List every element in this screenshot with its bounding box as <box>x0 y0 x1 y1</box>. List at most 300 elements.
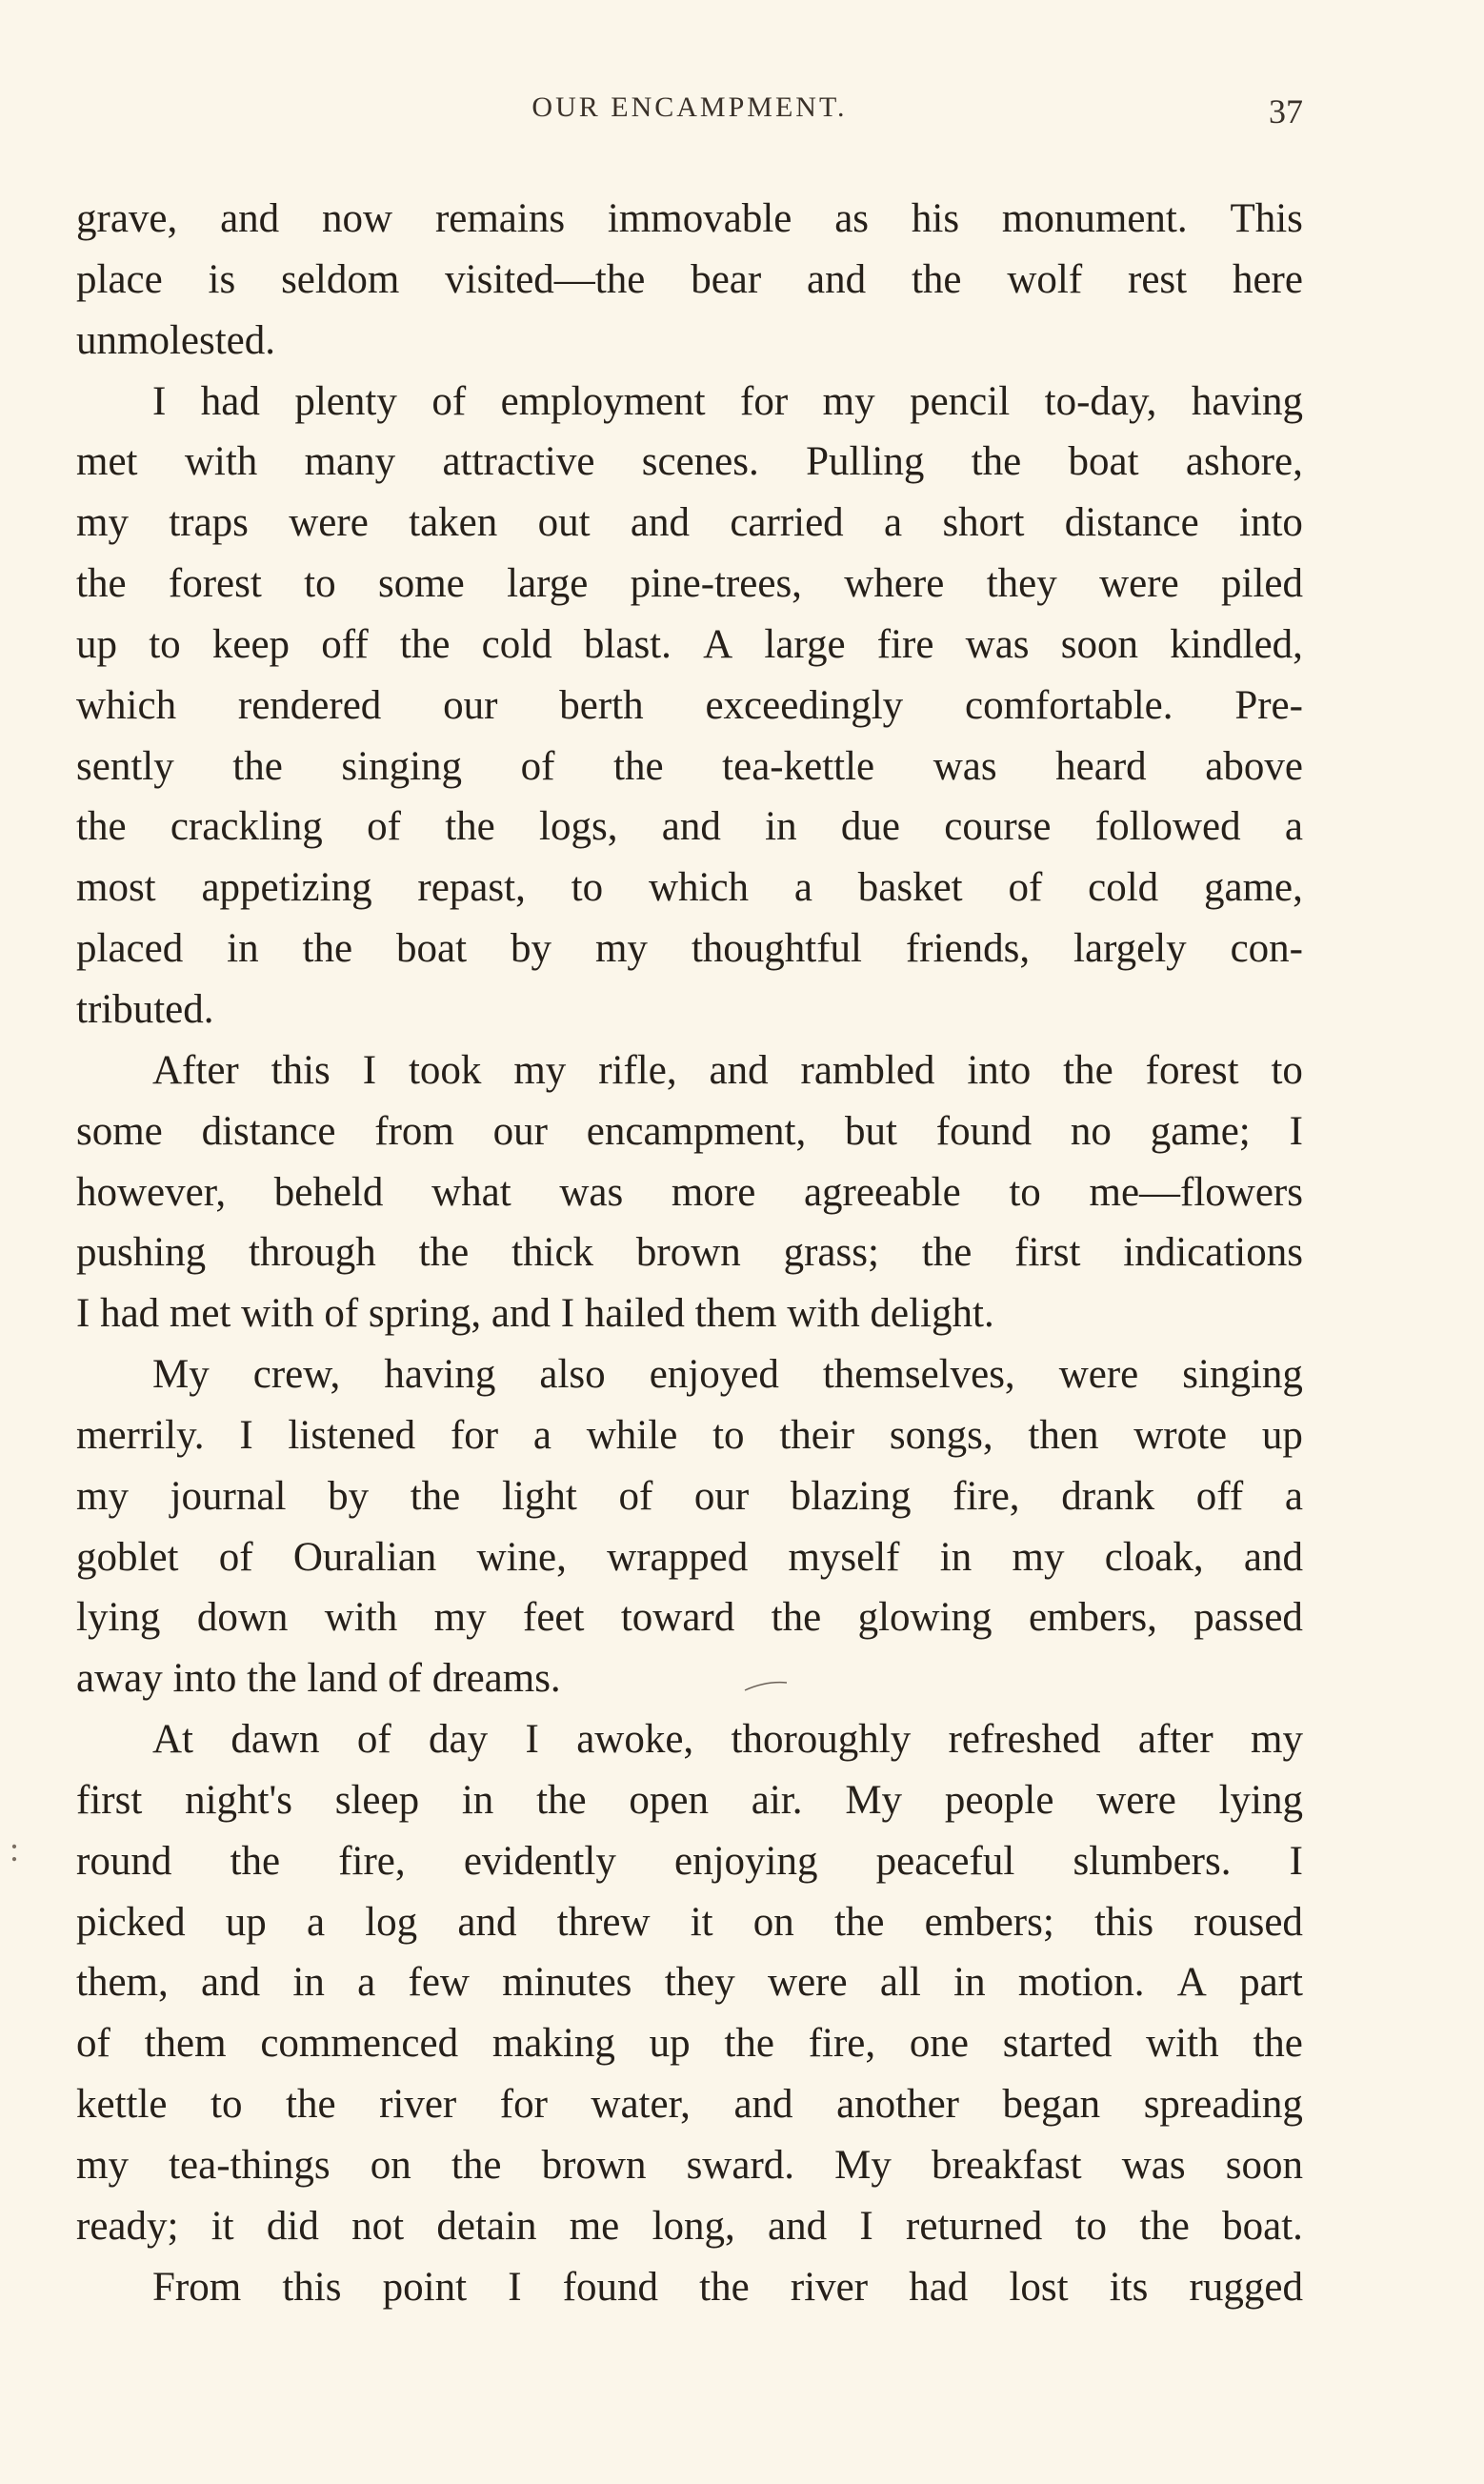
word: the <box>76 561 127 607</box>
word: grass; <box>783 1230 879 1276</box>
word: the <box>1253 2021 1303 2067</box>
text-line <box>76 1952 1303 2013</box>
word: fire, <box>338 1838 406 1884</box>
text-line <box>76 493 1303 554</box>
word: the <box>921 1230 973 1276</box>
word: enjoyed <box>649 1352 779 1398</box>
word: the <box>613 743 664 789</box>
word: comfortable. <box>965 682 1173 728</box>
word: my <box>594 926 648 972</box>
word: the <box>451 2143 502 2188</box>
word: of <box>356 1717 391 1763</box>
word: heard <box>1055 743 1147 789</box>
word: I <box>1289 1108 1303 1154</box>
text-line <box>76 919 1303 979</box>
word: the <box>232 743 283 789</box>
word: however, <box>76 1169 227 1215</box>
word: and <box>630 500 690 546</box>
word: immovable <box>607 196 792 241</box>
word: cold <box>481 621 552 667</box>
word: in <box>765 804 797 850</box>
word: kettle <box>76 2082 168 2128</box>
word: boat <box>396 926 468 972</box>
word: keep <box>211 621 291 667</box>
word: pushing <box>76 1230 207 1276</box>
word: of <box>618 1473 653 1519</box>
word: distance <box>1064 500 1199 546</box>
word: found <box>562 2264 659 2310</box>
text-line <box>76 1222 1303 1283</box>
word: I <box>152 378 167 424</box>
word: place <box>76 256 163 302</box>
word: course <box>944 804 1052 850</box>
word: one <box>909 2021 969 2067</box>
word: the <box>1063 1047 1113 1093</box>
word: roused <box>1193 1899 1303 1945</box>
word: basket <box>857 865 963 911</box>
word: passed <box>1193 1595 1303 1641</box>
word: my <box>76 1473 129 1519</box>
word: glowing <box>857 1595 993 1641</box>
word: the <box>536 1777 587 1823</box>
word: wrapped <box>607 1534 749 1580</box>
word: point <box>382 2264 468 2310</box>
word: another <box>836 2082 959 2128</box>
line-text: tributed. <box>76 986 214 1032</box>
word: in <box>939 1534 973 1580</box>
word: to <box>1074 2203 1108 2249</box>
word: employment <box>500 378 706 424</box>
word: scenes. <box>641 439 759 485</box>
text-line <box>76 858 1303 919</box>
word: I <box>525 1717 539 1763</box>
word: After <box>152 1047 239 1093</box>
word: and <box>733 2082 793 2128</box>
word: day <box>429 1717 489 1763</box>
word: their <box>779 1412 855 1458</box>
word: by <box>511 926 551 972</box>
word: was <box>559 1169 624 1215</box>
word: the <box>399 621 451 667</box>
word: his <box>911 196 960 241</box>
word: while <box>586 1412 678 1458</box>
text-line <box>76 1770 1303 1831</box>
word: indications <box>1123 1230 1303 1276</box>
word: here <box>1232 256 1303 302</box>
word: this <box>1093 1899 1154 1945</box>
word: returned <box>906 2203 1043 2249</box>
word: wine, <box>476 1534 567 1580</box>
word: and <box>220 196 280 241</box>
word: embers; <box>924 1899 1054 1945</box>
word: as <box>834 196 870 241</box>
word: with <box>184 439 258 485</box>
word: a <box>532 1412 551 1458</box>
word: log <box>365 1899 418 1945</box>
word: them, <box>76 1960 169 2006</box>
word: rugged <box>1189 2264 1303 2310</box>
word: My <box>152 1352 210 1398</box>
word: my <box>76 500 129 546</box>
text-line <box>76 2257 1303 2318</box>
word: thick <box>511 1230 594 1276</box>
word: Pre- <box>1234 682 1303 728</box>
text-line <box>76 189 1303 250</box>
text-line <box>76 311 1303 372</box>
word: was <box>933 743 997 789</box>
word: taken <box>409 500 498 546</box>
word: brown <box>541 2143 647 2188</box>
text-line <box>76 797 1303 858</box>
margin-mark: : <box>10 1830 20 1868</box>
word: lying <box>76 1595 161 1641</box>
word: forest <box>1145 1047 1239 1093</box>
word: placed <box>76 926 184 972</box>
word: all <box>879 1960 921 2006</box>
text-line <box>76 2013 1303 2074</box>
word: seldom <box>281 256 400 302</box>
line-text: away into the land of dreams. <box>76 1656 561 1702</box>
word: tea-kettle <box>722 743 875 789</box>
word: my <box>1251 1717 1303 1763</box>
word: in <box>953 1960 986 2006</box>
word: a <box>884 500 903 546</box>
word: singing <box>341 743 463 789</box>
word: thoughtful <box>691 926 862 972</box>
word: took <box>408 1047 482 1093</box>
word: carried <box>730 500 844 546</box>
word: in <box>292 1960 325 2006</box>
word: a <box>1284 1473 1303 1519</box>
word: on <box>370 2143 411 2188</box>
word: it <box>690 1899 713 1945</box>
word: repast, <box>417 865 526 911</box>
page-number: 37 <box>1269 92 1303 131</box>
word: I <box>859 2203 873 2249</box>
word: to <box>1271 1047 1303 1093</box>
word: merrily. <box>76 1412 205 1458</box>
word: sleep <box>334 1777 420 1823</box>
word: air. <box>751 1777 803 1823</box>
word: brown <box>635 1230 741 1276</box>
word: people <box>944 1777 1054 1823</box>
word: some <box>76 1108 163 1154</box>
word: picked <box>76 1899 186 1945</box>
text-line <box>76 1040 1303 1101</box>
word: singing <box>1182 1352 1303 1398</box>
word: grave, <box>76 196 178 241</box>
text-line <box>76 979 1303 1040</box>
word: by <box>328 1473 370 1519</box>
word: open <box>629 1777 710 1823</box>
word: ready; <box>76 2203 179 2249</box>
word: the <box>286 2082 336 2128</box>
text-line <box>76 1101 1303 1162</box>
word: motion. <box>1017 1960 1145 2006</box>
word: plenty <box>294 378 397 424</box>
word: songs, <box>889 1412 993 1458</box>
word: out <box>537 500 591 546</box>
word: most <box>76 865 156 911</box>
text-line <box>76 1405 1303 1466</box>
text-line <box>76 615 1303 676</box>
word: slumbers. <box>1073 1838 1232 1884</box>
word: From <box>152 2264 242 2310</box>
word: not <box>351 2203 405 2249</box>
pencil-mark <box>743 1677 789 1696</box>
word: fire <box>876 621 934 667</box>
word: also <box>539 1352 606 1398</box>
word: a <box>306 1899 326 1945</box>
word: in <box>227 926 259 972</box>
word: off <box>321 621 369 667</box>
word: goblet <box>76 1534 179 1580</box>
word: up <box>76 621 117 667</box>
word: cold <box>1088 865 1159 911</box>
word: and <box>1243 1534 1303 1580</box>
text-line <box>76 1527 1303 1588</box>
text-line <box>76 432 1303 493</box>
word: and <box>457 1899 517 1945</box>
word: the <box>418 1230 470 1276</box>
word: game, <box>1204 865 1303 911</box>
word: logs, <box>539 804 618 850</box>
word: commenced <box>260 2021 459 2067</box>
word: with <box>1146 2021 1219 2067</box>
word: to <box>304 561 336 607</box>
word: boat <box>1068 439 1139 485</box>
word: of <box>367 804 401 850</box>
word: Ouralian <box>292 1534 437 1580</box>
text-line <box>76 1283 1303 1344</box>
word: they <box>986 561 1057 607</box>
word: the <box>1139 2203 1190 2249</box>
word: this <box>282 2264 342 2310</box>
word: my <box>1012 1534 1065 1580</box>
word: and <box>201 1960 261 2006</box>
word: myself <box>788 1534 900 1580</box>
word: the <box>230 1838 281 1884</box>
word: pine-trees, <box>630 561 802 607</box>
word: breakfast <box>932 2143 1082 2188</box>
word: was <box>1121 2143 1186 2188</box>
word: encampment, <box>586 1108 807 1154</box>
word: my <box>76 2143 129 2188</box>
word: our <box>693 1473 750 1519</box>
word: having <box>384 1352 496 1398</box>
word: lost <box>1009 2264 1069 2310</box>
word: night's <box>185 1777 292 1823</box>
word: rambled <box>800 1047 935 1093</box>
word: the <box>771 1595 822 1641</box>
word: piled <box>1221 561 1303 607</box>
word: I <box>362 1047 377 1093</box>
word: which <box>76 682 177 728</box>
word: My <box>845 1777 903 1823</box>
word: fire, <box>953 1473 1020 1519</box>
word: a <box>793 865 812 911</box>
word: my <box>513 1047 567 1093</box>
word: my <box>822 378 875 424</box>
word: soon <box>1225 2143 1303 2188</box>
word: light <box>501 1473 577 1519</box>
text-line <box>76 1344 1303 1405</box>
word: berth <box>559 682 644 728</box>
word: had <box>200 378 260 424</box>
text-line <box>76 1162 1303 1223</box>
word: toward <box>620 1595 735 1641</box>
word: crackling <box>170 804 323 850</box>
word: due <box>840 804 900 850</box>
word: our <box>443 682 498 728</box>
word: agreeable <box>803 1169 961 1215</box>
word: began <box>1002 2082 1101 2128</box>
word: threw <box>556 1899 651 1945</box>
word: up <box>1261 1412 1303 1458</box>
word: found <box>935 1108 1033 1154</box>
word: feet <box>523 1595 585 1641</box>
word: them <box>144 2021 227 2067</box>
word: into <box>1239 500 1303 546</box>
word: the <box>302 926 353 972</box>
word: river <box>379 2082 457 2128</box>
word: more <box>671 1169 756 1215</box>
word: river <box>790 2264 869 2310</box>
word: I <box>1289 1838 1303 1884</box>
word: the <box>76 804 127 850</box>
word: pencil <box>910 378 1011 424</box>
word: wolf <box>1007 256 1083 302</box>
word: awoke, <box>576 1717 694 1763</box>
word: long, <box>652 2203 735 2249</box>
word: off <box>1195 1473 1244 1519</box>
word: largely <box>1073 926 1187 972</box>
text-line <box>76 250 1303 311</box>
word: monument. <box>1001 196 1188 241</box>
word: crew, <box>252 1352 341 1398</box>
word: with <box>324 1595 398 1641</box>
text-line <box>76 2074 1303 2135</box>
running-head-title: OUR ENCAMPMENT. <box>531 91 848 123</box>
word: visited—the <box>445 256 646 302</box>
word: of <box>76 2021 110 2067</box>
word: of <box>431 378 467 424</box>
word: were <box>768 1960 848 2006</box>
word: blast. <box>583 621 672 667</box>
word: ashore, <box>1185 439 1303 485</box>
running-head <box>76 91 1303 139</box>
word: now <box>322 196 393 241</box>
body-text <box>76 189 1303 2318</box>
text-line <box>76 1892 1303 1953</box>
word: the <box>699 2264 750 2310</box>
word: part <box>1239 1960 1303 2006</box>
word: had <box>909 2264 969 2310</box>
word: large <box>507 561 589 607</box>
word: traps <box>169 500 249 546</box>
word: me—flowers <box>1089 1169 1303 1215</box>
word: sently <box>76 743 174 789</box>
word: water, <box>591 2082 691 2128</box>
word: to <box>571 865 604 911</box>
word: appetizing <box>201 865 372 911</box>
word: short <box>942 500 1025 546</box>
word: dawn <box>231 1717 320 1763</box>
word: My <box>834 2143 892 2188</box>
word: me <box>569 2203 620 2249</box>
text-line <box>76 554 1303 615</box>
word: embers, <box>1028 1595 1157 1641</box>
word: wrote <box>1133 1412 1228 1458</box>
word: large <box>764 621 846 667</box>
word: but <box>845 1108 897 1154</box>
word: did <box>266 2203 319 2249</box>
word: Pulling <box>806 439 925 485</box>
word: many <box>304 439 396 485</box>
word: in <box>461 1777 494 1823</box>
text-line <box>76 1466 1303 1527</box>
word: of <box>1008 865 1043 911</box>
word: to <box>149 621 181 667</box>
line-text: I had met with of spring, and I hailed them with delight. <box>76 1291 994 1337</box>
text-line <box>76 2135 1303 2196</box>
word: the <box>833 1899 885 1945</box>
word: and <box>807 256 867 302</box>
word: and <box>768 2203 828 2249</box>
word: listened <box>288 1412 416 1458</box>
word: A <box>703 621 733 667</box>
word: round <box>76 1838 172 1884</box>
word: a <box>357 1960 376 2006</box>
word: remains <box>434 196 566 241</box>
word: boat. <box>1222 2203 1303 2249</box>
word: soon <box>1060 621 1138 667</box>
word: blazing <box>790 1473 912 1519</box>
word: peaceful <box>875 1838 1015 1884</box>
word: to-day, <box>1044 378 1157 424</box>
word: no <box>1070 1108 1112 1154</box>
word: exceedingly <box>705 682 904 728</box>
word: drank <box>1061 1473 1155 1519</box>
text-line <box>76 1709 1303 1770</box>
word: first <box>1014 1230 1081 1276</box>
word: was <box>965 621 1030 667</box>
word: A <box>1176 1960 1207 2006</box>
word: beheld <box>273 1169 384 1215</box>
word: into <box>967 1047 1032 1093</box>
word: were <box>1099 561 1179 607</box>
text-line <box>76 676 1303 737</box>
word: from <box>374 1108 454 1154</box>
word: the <box>410 1473 461 1519</box>
word: lying <box>1218 1777 1303 1823</box>
word: detain <box>436 2203 537 2249</box>
word: game; <box>1150 1108 1251 1154</box>
word: to <box>211 2082 243 2128</box>
word: down <box>196 1595 289 1641</box>
word: tea-things <box>169 2143 331 2188</box>
line-text: unmolested. <box>76 317 275 363</box>
word: kindled, <box>1170 621 1303 667</box>
word: refreshed <box>948 1717 1101 1763</box>
text-line <box>76 1648 1303 1709</box>
word: evidently <box>463 1838 616 1884</box>
word: the <box>911 256 962 302</box>
word: were <box>289 500 369 546</box>
word: making <box>491 2021 615 2067</box>
word: first <box>76 1777 143 1823</box>
word: cloak, <box>1104 1534 1204 1580</box>
